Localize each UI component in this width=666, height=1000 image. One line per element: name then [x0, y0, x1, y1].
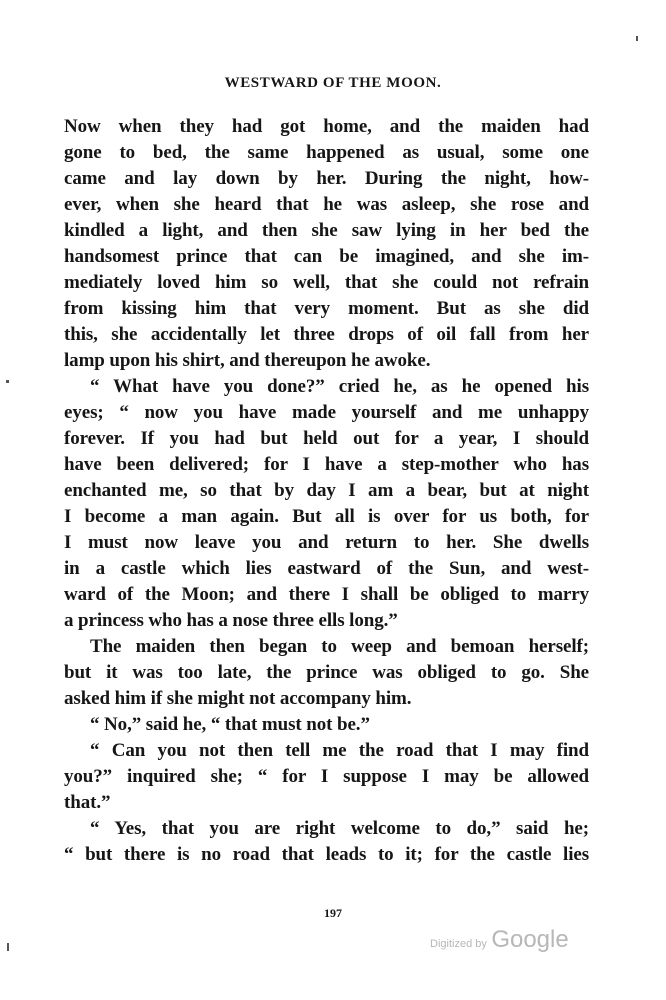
text-line: “ What have you done?” cried he, as he opened his	[90, 376, 589, 397]
text-line: ward of the Moon; and there I shall be obliged to marry	[64, 584, 589, 605]
text-line: forever. If you had but held out for a year, I should	[64, 428, 589, 449]
text-line: kindled a light, and then she saw lying in her bed the	[64, 220, 589, 241]
text-line: a princess who has a nose three ells long.”	[64, 610, 398, 631]
text-line: eyes; “ now you have made yourself and me unhappy	[64, 402, 589, 423]
text-line: that.”	[64, 792, 111, 813]
text-line: in a castle which lies eastward of the Sun, and west-	[64, 558, 589, 579]
text-line: I become a man again. But all is over for us both, for	[64, 506, 589, 527]
text-line: gone to bed, the same happened as usual, some one	[64, 142, 589, 163]
text-line: handsomest prince that can be imagined, and she im-	[64, 246, 589, 267]
digitized-by-watermark	[430, 926, 569, 954]
text-line: ever, when she heard that he was asleep, she rose and	[64, 194, 589, 215]
text-line: but it was too late, the prince was obliged to go. She	[64, 662, 589, 683]
text-line: Now when they had got home, and the maiden had	[64, 116, 589, 137]
text-line: from kissing him that very moment. But as she did	[64, 298, 589, 319]
text-line: this, she accidentally let three drops of oil fall from her	[64, 324, 589, 345]
text-line: came and lay down by her. During the night, how-	[64, 168, 589, 189]
watermark-brand: Google	[491, 926, 569, 953]
scan-speck	[636, 36, 638, 41]
running-header: WESTWARD OF THE MOON.	[224, 75, 442, 91]
text-line: have been delivered; for I have a step-mother who has	[64, 454, 589, 475]
text-line: asked him if she might not accompany him.	[64, 688, 412, 709]
text-line: lamp upon his shirt, and thereupon he awoke.	[64, 350, 431, 371]
text-line: The maiden then began to weep and bemoan herself;	[90, 636, 589, 657]
text-line: “ No,” said he, “ that must not be.”	[90, 714, 370, 735]
text-line: enchanted me, so that by day I am a bear, but at night	[64, 480, 589, 501]
text-line: mediately loved him so well, that she could not refrain	[64, 272, 589, 293]
text-line: “ Can you not then tell me the road that I may find	[90, 740, 589, 761]
scan-speck	[7, 943, 9, 951]
text-line: I must now leave you and return to her. She dwells	[64, 532, 589, 553]
watermark-prefix: Digitized by	[430, 938, 487, 950]
page-number: 197	[324, 906, 342, 920]
scan-speck	[6, 380, 9, 383]
text-line: “ but there is no road that leads to it; for the castle lies	[64, 844, 589, 865]
text-line: you?” inquired she; “ for I suppose I may be allowed	[64, 766, 589, 787]
text-line: “ Yes, that you are right welcome to do,” said he;	[90, 818, 589, 839]
